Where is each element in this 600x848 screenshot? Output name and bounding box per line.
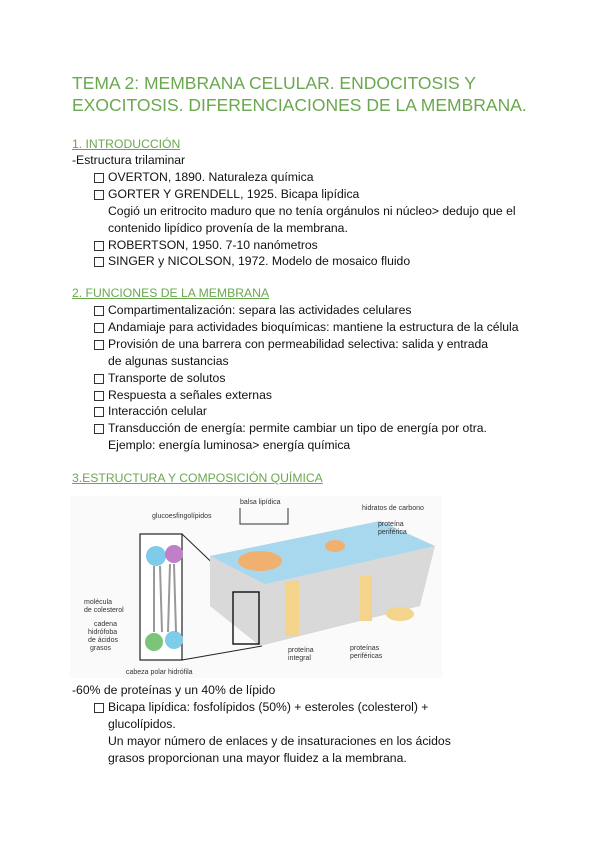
item-text: ROBERTSON, 1950. 7-10 nanómetros (108, 237, 318, 252)
label-proteina-integral: proteína (288, 647, 314, 654)
section-heading-estructura: 3.ESTRUCTURA Y COMPOSICIÓN QUÍMICA (72, 471, 323, 485)
item-text: Compartimentalización: separa las actividades celulares (108, 303, 412, 317)
page-title: TEMA 2: MEMBRANA CELULAR. ENDOCITOSIS Y EXOCITOSIS. DIFERENCIACIONES DE LA MEMBRANA. (72, 73, 527, 115)
list-item (72, 302, 542, 319)
checkbox-icon (94, 374, 104, 384)
label-cadena-2: hidrófoba (88, 629, 118, 636)
list-item (72, 387, 542, 404)
label-molecula-colesterol-2: de colesterol (84, 607, 124, 614)
item-text: Bicapa lipídica: fosfolípidos (50%) + esteroles (colesterol) + glucolípidos. (108, 699, 429, 731)
list-item (72, 403, 542, 420)
label-molecula-colesterol: molécula (84, 599, 113, 606)
checkbox-icon (94, 391, 104, 401)
list-item (72, 699, 542, 767)
item-text: Transporte de solutos (108, 370, 226, 385)
label-cabeza-polar: cabeza polar hidrófila (126, 669, 193, 676)
checkbox-icon (94, 703, 104, 713)
section-funciones (72, 302, 542, 454)
composition-text: -60% de proteínas y un 40% de lípido (72, 683, 276, 697)
label-cadena-4: grasos (90, 645, 112, 652)
checkbox-icon (94, 306, 104, 316)
list-item (72, 253, 542, 270)
item-text: Provisión de una barrera con permeabilidad selectiva: salida y entrada de algunas sustancias (108, 336, 489, 368)
item-text: Interacción celular (108, 404, 207, 419)
checkbox-icon (94, 173, 104, 183)
label-glucoesfingolipidos: glucoesfingolípidos (152, 513, 212, 520)
list-item (72, 319, 542, 336)
checkbox-icon (94, 241, 104, 251)
item-text: OVERTON, 1890. Naturaleza química (108, 169, 314, 184)
label-balsa-lipidica: balsa lipídica (240, 499, 281, 506)
section-introduccion (72, 152, 542, 270)
checkbox-icon (94, 407, 104, 417)
label-hidratos-de-carbono: hidratos de carbono (362, 505, 424, 512)
section-heading-funciones: 2. FUNCIONES DE LA MEMBRANA (72, 286, 270, 300)
item-note: Un mayor número de enlaces y de insaturaciones en los ácidos grasos proporcionan una mayor fluidez a la membrana. (108, 733, 451, 765)
item-text: Andamiaje para actividades bioquímicas: mantiene la estructura de la célula (108, 319, 519, 334)
item-note: Ejemplo: energía luminosa> energía química (108, 438, 351, 453)
section-composicion (72, 682, 542, 767)
label-cadena-hidrofoba: cadena (94, 621, 117, 628)
list-item (72, 420, 542, 454)
membrane-illustration (70, 496, 442, 678)
list-item (72, 169, 542, 186)
checkbox-icon (94, 424, 104, 434)
list-item (72, 370, 542, 387)
label-cadena-3: de ácidos (88, 637, 118, 644)
section-heading-introduccion: 1. INTRODUCCIÓN (72, 137, 181, 151)
label-proteina-periferica-2: periférica (378, 529, 407, 536)
checkbox-icon (94, 257, 104, 267)
item-text: Respuesta a señales externas (108, 387, 272, 402)
item-text: Transducción de energía: permite cambiar un tipo de energía por otra. (108, 421, 487, 436)
item-text: SINGER y NICOLSON, 1972. Modelo de mosaico fluido (108, 254, 411, 269)
checkbox-icon (94, 323, 104, 333)
membrane-diagram (70, 496, 442, 678)
label-proteina-integral-2: integral (288, 655, 311, 662)
label-proteinas-perifericas: proteínas (350, 645, 380, 652)
list-item (72, 336, 542, 370)
item-note: Cogió un eritrocito maduro que no tenía orgánulos ni núcleo> dedujo que el contenido lipídico provenía de la membrana. (108, 203, 516, 235)
label-proteina-periferica: proteína (378, 521, 404, 528)
item-text: GORTER Y GRENDELL, 1925. Bicapa lipídica (108, 186, 360, 201)
checkbox-icon (94, 340, 104, 350)
checkbox-icon (94, 190, 104, 200)
list-item (72, 186, 542, 237)
label-proteinas-perifericas-2: periféricas (350, 653, 383, 660)
intro-text: -Estructura trilaminar (72, 153, 186, 167)
list-item (72, 237, 542, 254)
